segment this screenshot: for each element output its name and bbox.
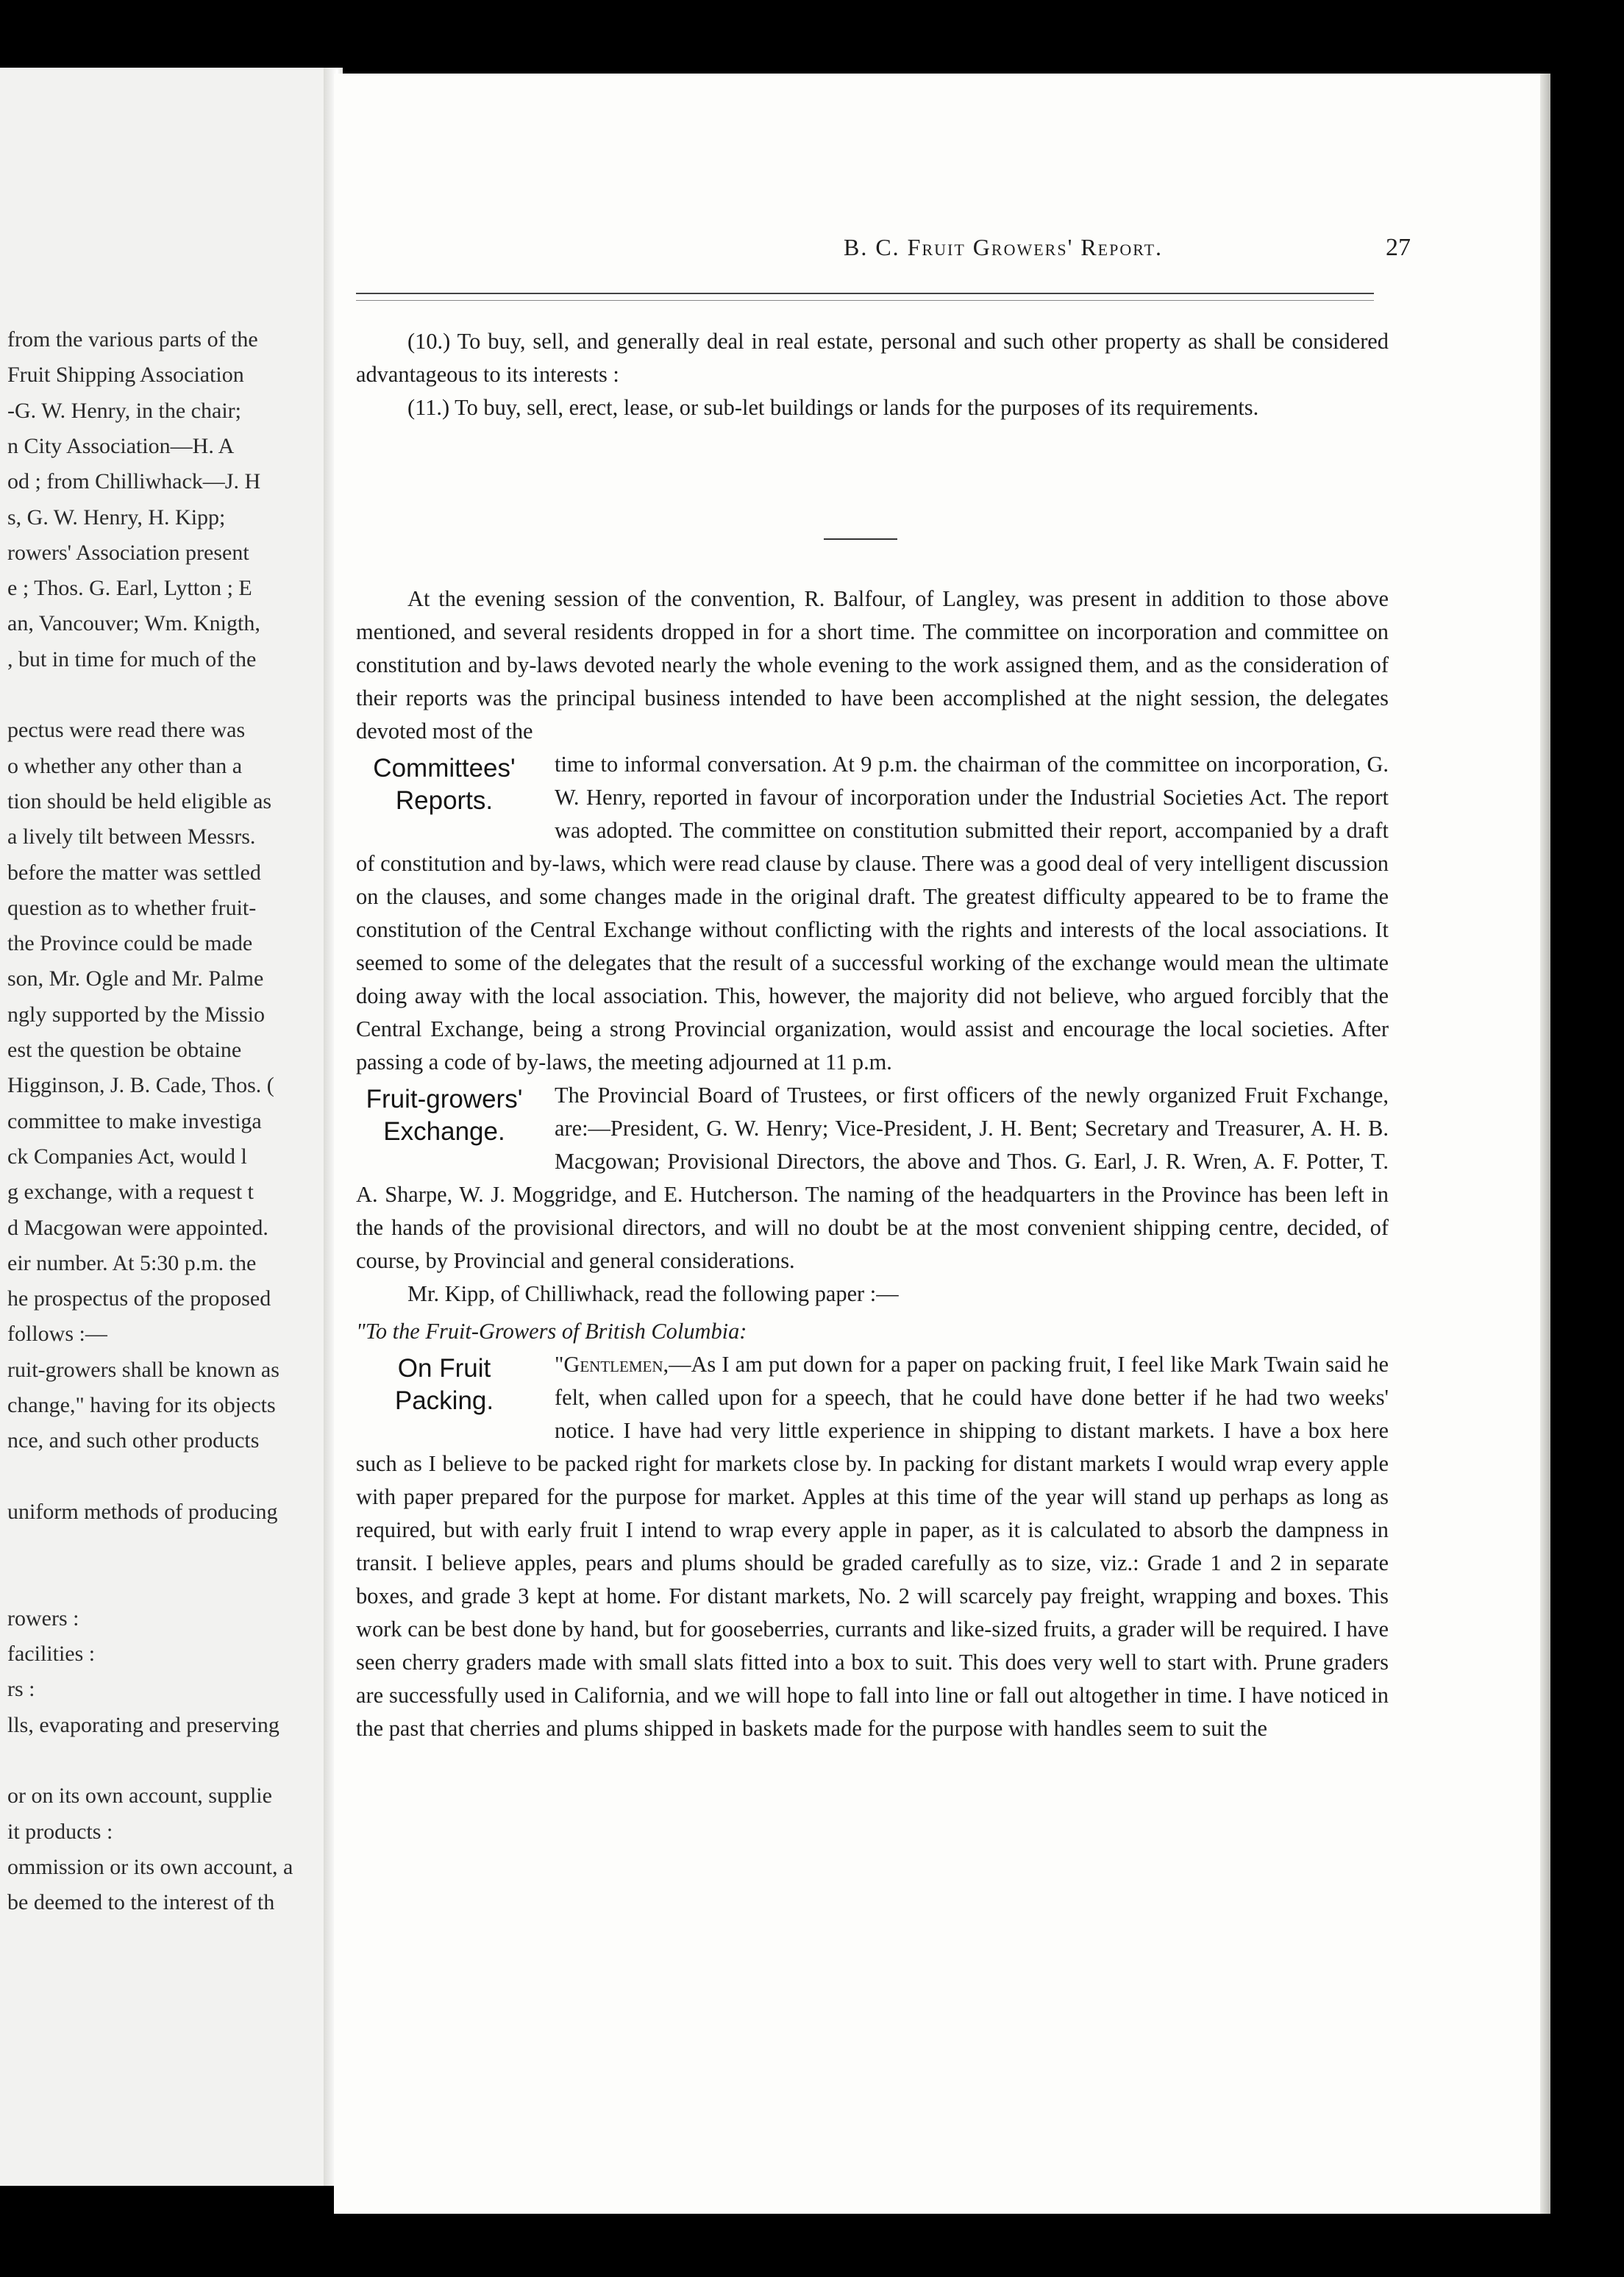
facing-page-line: ommission or its own account, a [7, 1854, 293, 1879]
facing-page-line: rowers' Association present [7, 540, 249, 565]
facing-page-line: follows :— [7, 1322, 107, 1347]
paragraph-clause-11: (11.) To buy, sell, erect, lease, or sub-let buildings or lands for the purposes of its requirements. [407, 395, 1259, 420]
paragraph-evening-session: At the evening session of the convention, R. Balfour, of Langley, was present in addition to those above mentioned, and several residents dropped in for a short time. The committee on incorporation and committee on constitution and by-laws devoted nearly the whole evening to the work assigned them, and as the consideration of their reports was the principal business intended to have been accomplished at the night session, the delegates devoted most of the [356, 586, 1389, 744]
running-title: B. C. Fruit Growers' Report. [843, 234, 1164, 260]
packing-text: As I am put down for a paper on packing fruit, I feel like Mark Twain said he felt, when called upon for a speech, that he could have done better if he had two weeks' notice. I have had very little experience in shipping to distant markets. I have a box here such as I believe to be packed right for markets close by. In packing for distant markets I would wrap every apple with paper prepared for the purpose for market. Apples at this time of the year will stand up perhaps as long as required, but with early fruit I intend to wrap every apple in paper, as it is calculated to absorb the dampness in transit. I believe apples, pears and plums should be graded carefully as to size, viz.: Grade 1 and 2 in separate boxes, and grade 3 kept at home. For distant markets, No. 2 will scarcely pay freight, wrapping and boxes. This work can be best done by hand, but for gooseberries, currants and like-sized fruits, a grader will be required. I have seen cherry graders made with small slats fitted into a box to suit. This does very well to start with. Prune graders are successfully used in California, and we will hope to fall into line or fall out altogether in time. I have noticed in the past that cherries and plums shipped in baskets made for the purpose with handles seem to suit the [356, 1352, 1389, 1741]
page-number: 27 [1386, 234, 1411, 261]
facing-page-line: e ; Thos. G. Earl, Lytton ; E [7, 576, 252, 601]
facing-page-line: tion should be held eligible as [7, 788, 272, 813]
sidenote-fruit-growers-exchange: Fruit-growers' Exchange. [366, 1085, 523, 1146]
facing-page-line: the Province could be made [7, 931, 253, 956]
facing-page-line: be deemed to the interest of th [7, 1890, 275, 1915]
paragraph-fruit-packing [356, 1348, 1389, 1745]
facing-page-line: ruit-growers shall be known as [7, 1357, 279, 1382]
facing-page-line: or on its own account, supplie [7, 1784, 272, 1809]
facing-page-line: from the various parts of the [7, 327, 258, 352]
facing-page-line: g exchange, with a request t [7, 1180, 254, 1205]
facing-page-line: ngly supported by the Missio [7, 1002, 265, 1027]
facing-page-line: n City Association—H. A [7, 433, 235, 458]
facing-page-line: pectus were read there was [7, 718, 246, 743]
facing-page-line: lls, evaporating and preserving [7, 1712, 279, 1737]
paragraph-kipp-intro: Mr. Kipp, of Chilliwhack, read the following paper :— [407, 1281, 899, 1306]
facing-page-line: Higginson, J. B. Cade, Thos. ( [7, 1073, 274, 1098]
facing-page-line: , but in time for much of the [7, 646, 257, 671]
facing-page-line: a lively tilt between Messrs. [7, 824, 256, 849]
facing-page-line: nce, and such other products [7, 1428, 260, 1453]
facing-page-line: question as to whether fruit- [7, 895, 257, 920]
facing-page-line: committee to make investiga [7, 1108, 262, 1133]
main-text [356, 582, 1389, 1745]
facing-page-line: d Macgowan were appointed. [7, 1215, 268, 1240]
facing-page-line: facilities : [7, 1642, 96, 1667]
exchange-text: The Provincial Board of Trustees, or first officers of the newly organized Fruit Fxchange, are:—President, G. W. Henry; Vice-President, J. H. Bent; Secretary and Treasurer, A. H. B. Macgowan; Provisional Directors, the above and Thos. G. Earl, J. R. Wren, A. F. Potter, T. A. Sharpe, W. J. Moggridge, and E. Hutcherson. The naming of the headquarters in the Province has been left in the hands of the provisional directors, and will no doubt be at the most convenient shipping centre, decided, of course, by Provincial and general considerations. [356, 1083, 1389, 1273]
facing-page-line: an, Vancouver; Wm. Knigth, [7, 611, 260, 636]
facing-page-line: he prospectus of the proposed [7, 1286, 271, 1311]
current-page [334, 74, 1540, 2214]
sidenote-committees-reports: Committees' Reports. [373, 754, 516, 815]
paper-salutation: "To the Fruit-Growers of British Columbia: [356, 1319, 747, 1344]
facing-page-line: change," having for its objects [7, 1393, 276, 1417]
facing-page-line: eir number. At 5:30 p.m. the [7, 1250, 257, 1275]
facing-page-line: before the matter was settled [7, 860, 261, 885]
paragraph-clause-10: (10.) To buy, sell, and generally deal in real estate, personal and such other property as shall be considered advantageous to its interests : [356, 329, 1389, 387]
sidenote-on-fruit-packing: On Fruit Packing. [394, 1354, 494, 1415]
header-rule [356, 293, 1374, 294]
facing-page-line: od ; from Chilliwhack—J. H [7, 469, 261, 494]
facing-page-line: it products : [7, 1819, 113, 1844]
facing-page-line: rs : [7, 1677, 35, 1702]
facing-page-line: ck Companies Act, would l [7, 1144, 247, 1169]
facing-page-line: uniform methods of producing [7, 1499, 278, 1524]
objects-list [356, 325, 1389, 424]
page-edge [1540, 74, 1550, 2214]
paragraph-fruit-exchange [356, 1079, 1389, 1278]
facing-page-line: -G. W. Henry, in the chair; [7, 398, 241, 423]
facing-page-fragment [0, 68, 332, 2186]
header-rule-thin [356, 300, 1374, 301]
salutation-gentlemen: "Gentlemen,— [555, 1352, 691, 1377]
facing-page-line: rowers : [7, 1606, 79, 1631]
section-divider [824, 538, 897, 540]
paragraph-committee-reports [356, 748, 1389, 1079]
facing-page-line: est the question be obtaine [7, 1038, 242, 1062]
facing-page-line: Fruit Shipping Association [7, 363, 244, 388]
facing-page-line: s, G. W. Henry, H. Kipp; [7, 505, 226, 530]
facing-page-line: son, Mr. Ogle and Mr. Palme [7, 966, 264, 991]
committee-reports-text: time to informal conversation. At 9 p.m. the chairman of the committee on incorporation, G. W. Henry, reported in favour of incorporation under the Industrial Societies Act. The report was adopted. The committee on constitution submitted their report, accompanied by a draft of constitution and by-laws, which were read clause by clause. There was a good deal of very intelligent discussion on the clauses, and some changes made in the original draft. The greatest difficulty appeared to be to frame the constitution of the Central Exchange without conflicting with the rights and interests of the local associations. It seemed to some of the delegates that the result of a successful working of the exchange would mean the ultimate doing away with the local association. This, however, the majority did not believe, who argued forcibly that the Central Exchange, being a strong Provincial organization, would assist and encourage the local societies. After passing a code of by-laws, the meeting adjourned at 11 p.m. [356, 752, 1389, 1075]
facing-page-line: o whether any other than a [7, 753, 243, 778]
page-header [334, 234, 1540, 271]
